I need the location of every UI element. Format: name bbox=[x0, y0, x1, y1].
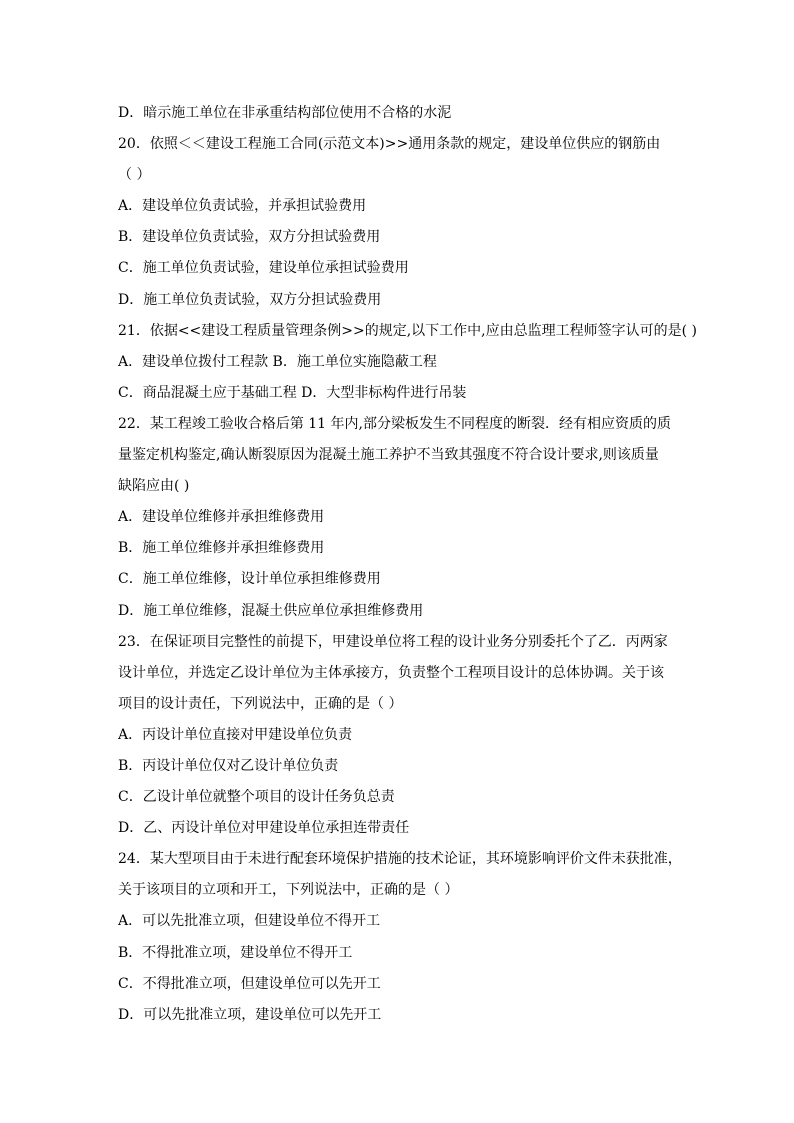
question-text-line: 项目的设计责任，下列说法中，正确的是（ ） bbox=[118, 695, 403, 712]
question-text-line: 20．依照＜＜建设工程施工合同(示范文本)>>通用条款的规定，建设单位供应的钢筋由 bbox=[118, 136, 661, 153]
question-text-line: 缺陷应由( ) bbox=[118, 478, 190, 495]
answer-option-line: B．丙设计单位仅对乙设计单位负责 bbox=[118, 757, 339, 774]
question-text-line: 量鉴定机构鉴定,确认断裂原因为混凝土施工养护不当致其强度不符合设计要求,则该质量 bbox=[118, 447, 659, 464]
answer-option-line: A．可以先批准立项，但建设单位不得开工 bbox=[118, 913, 381, 930]
answer-option-line: C．施工单位负责试验，建设单位承担试验费用 bbox=[118, 260, 409, 277]
answer-option-line: D．暗示施工单位在非承重结构部位使用不合格的水泥 bbox=[118, 105, 452, 121]
answer-option-line: D．可以先批准立项，建设单位可以先开工 bbox=[118, 1006, 382, 1023]
answer-option-line: B．建设单位负责试验，双方分担试验费用 bbox=[118, 229, 381, 246]
question-text-line: 24．某大型项目由于未进行配套环境保护措施的技术论证，其环境影响评价文件未获批准， bbox=[118, 851, 682, 868]
question-text-line: 关于该项目的立项和开工，下列说法中，正确的是（ ） bbox=[118, 882, 459, 899]
answer-option-line: A．建设单位负责试验，并承担试验费用 bbox=[118, 198, 367, 215]
question-text-line: 23．在保证项目完整性的前提下，甲建设单位将工程的设计业务分别委托个了乙．丙两家 bbox=[118, 633, 668, 650]
answer-option-line: D．施工单位负责试验，双方分担试验费用 bbox=[118, 291, 382, 308]
question-text-line: 21．依据<<建设工程质量管理条例>>的规定,以下工作中,应由总监理工程师签字认可的是( ) bbox=[118, 322, 698, 339]
question-text-line: 设计单位，并选定乙设计单位为主体承接方，负责整个工程项目设计的总体协调。关于该 bbox=[118, 664, 664, 681]
document-body bbox=[118, 101, 698, 1034]
question-text-line: （ ） bbox=[118, 167, 151, 184]
answer-option-line: C．施工单位维修，设计单位承担维修费用 bbox=[118, 571, 381, 588]
answer-option-line: D．乙、丙设计单位对甲建设单位承担连带责任 bbox=[118, 820, 410, 837]
answer-option-line: B．施工单位维修并承担维修费用 bbox=[118, 540, 325, 557]
answer-option-line: D．施工单位维修，混凝土供应单位承担维修费用 bbox=[118, 602, 424, 619]
answer-option-line: C．不得批准立项，但建设单位可以先开工 bbox=[118, 975, 381, 992]
question-text-line: 22．某工程竣工验收合格后第 11 年内,部分梁板发生不同程度的断裂．经有相应资质的质 bbox=[118, 415, 671, 432]
answer-option-line: B．不得批准立项，建设单位不得开工 bbox=[118, 944, 353, 961]
answer-option-line: C．商品混凝土应于基础工程 D．大型非标构件进行吊装 bbox=[118, 384, 467, 401]
answer-option-line: A．丙设计单位直接对甲建设单位负责 bbox=[118, 726, 353, 743]
answer-option-line: C．乙设计单位就整个项目的设计任务负总责 bbox=[118, 789, 395, 806]
answer-option-line: A．建设单位维修并承担维修费用 bbox=[118, 509, 325, 526]
answer-option-line: A．建设单位拨付工程款 B．施工单位实施隐蔽工程 bbox=[118, 353, 437, 370]
